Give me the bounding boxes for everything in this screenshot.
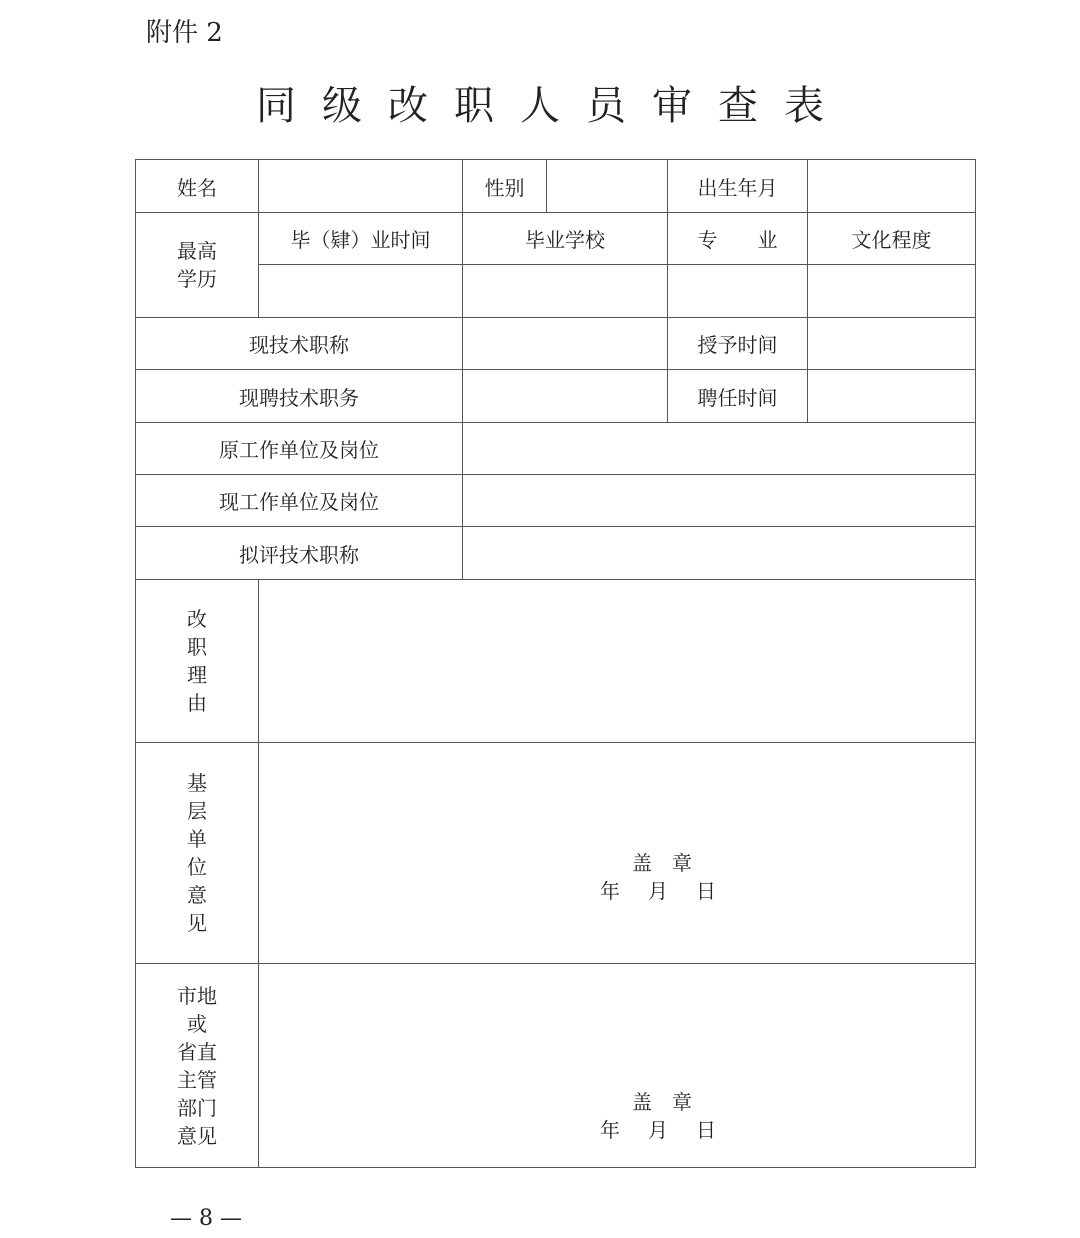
education-label-line2: 学历	[177, 267, 217, 291]
city-label-line: 部门	[177, 1095, 217, 1120]
page-number: — 8 —	[170, 1206, 242, 1231]
reason-label-char: 职	[187, 635, 207, 659]
grassroots-label-char: 层	[187, 799, 207, 823]
reason-label	[136, 580, 259, 743]
edu-level-label: 文化程度	[808, 213, 976, 265]
proposed-title-field[interactable]	[463, 527, 976, 580]
reason-label-char: 改	[187, 607, 207, 631]
education-label-line1: 最高	[177, 239, 217, 263]
grassroots-label-char: 位	[187, 855, 207, 879]
school-field[interactable]	[463, 265, 668, 318]
birth-label: 出生年月	[668, 160, 808, 213]
grassroots-label-char: 基	[187, 771, 207, 795]
original-unit-label: 原工作单位及岗位	[136, 423, 463, 475]
city-label-line: 省直	[177, 1039, 217, 1064]
gender-label: 性别	[463, 160, 547, 213]
reason-field[interactable]	[259, 580, 976, 743]
grassroots-opinion-field[interactable]	[259, 743, 976, 964]
gender-field[interactable]	[547, 160, 668, 213]
appoint-time-field[interactable]	[808, 370, 976, 423]
grad-time-label: 毕（肄）业时间	[259, 213, 463, 265]
grassroots-label-char: 意	[187, 883, 207, 907]
school-label: 毕业学校	[463, 213, 668, 265]
current-post-label: 现聘技术职务	[136, 370, 463, 423]
reason-label-char: 理	[187, 663, 207, 687]
name-label: 姓名	[136, 160, 259, 213]
page-title: 同级改职人员审查表	[256, 83, 850, 129]
city-label-line: 或	[187, 1011, 207, 1036]
current-title-field[interactable]	[463, 318, 668, 370]
city-label-line: 市地	[177, 983, 217, 1008]
city-label-line: 主管	[177, 1067, 217, 1092]
reason-label-char: 由	[187, 691, 207, 715]
birth-field[interactable]	[808, 160, 976, 213]
city-dept-opinion-label	[136, 964, 259, 1168]
grassroots-label-char: 见	[187, 911, 207, 935]
grassroots-label-char: 单	[187, 827, 207, 851]
attachment-label: 附件 2	[146, 18, 223, 48]
current-unit-field[interactable]	[463, 475, 976, 527]
proposed-title-label: 拟评技术职称	[136, 527, 463, 580]
current-unit-label: 现工作单位及岗位	[136, 475, 463, 527]
grad-time-field[interactable]	[259, 265, 463, 318]
major-label: 专 业	[668, 213, 808, 265]
major-field[interactable]	[668, 265, 808, 318]
city-label-line: 意见	[177, 1123, 217, 1148]
original-unit-field[interactable]	[463, 423, 976, 475]
current-title-label: 现技术职称	[136, 318, 463, 370]
review-form-table	[135, 159, 976, 1168]
grant-time-label: 授予时间	[668, 318, 808, 370]
date-text: 年月日	[600, 1118, 744, 1142]
current-post-field[interactable]	[463, 370, 668, 423]
name-field[interactable]	[259, 160, 463, 213]
edu-level-field[interactable]	[808, 265, 976, 318]
date-text: 年月日	[600, 879, 744, 903]
city-dept-opinion-field[interactable]	[259, 964, 976, 1168]
grant-time-field[interactable]	[808, 318, 976, 370]
grassroots-opinion-label	[136, 743, 259, 964]
seal-text: 盖章	[632, 1090, 712, 1114]
education-label	[136, 213, 259, 318]
seal-text: 盖章	[632, 851, 712, 875]
appoint-time-label: 聘任时间	[668, 370, 808, 423]
